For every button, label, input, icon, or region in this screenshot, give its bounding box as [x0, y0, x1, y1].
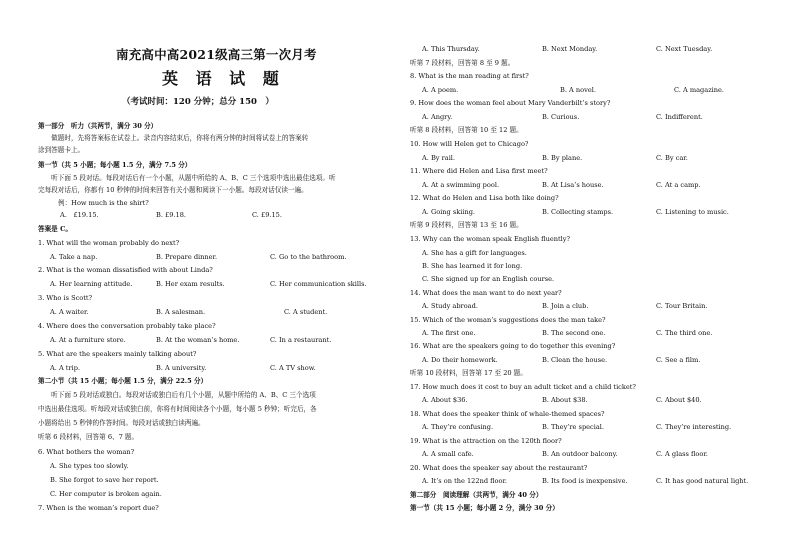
q13-option-b: B. She has learned it for long.: [422, 262, 523, 270]
q4-option-c: C. In a restaurant.: [270, 336, 332, 344]
question-10: 10. How will Helen get to Chicago?: [410, 140, 529, 148]
q10-option-a: A. By rail.: [422, 154, 456, 162]
q4-option-a: A. At a furniture store.: [50, 336, 126, 344]
material6-heading: 听第 6 段材料，回答第 6、7 题。: [38, 433, 139, 441]
q3-option-b: B. A salesman.: [156, 308, 206, 316]
q20-option-b: B. Its food is inexpensive.: [542, 477, 628, 485]
q8-option-b: B. A novel.: [560, 86, 596, 94]
section1-intro-line1: 听下面 5 段对话。每段对话后有一个小题，从题中所给的 A、B、C 三个选项中选出最佳选项。听: [38, 174, 336, 182]
q11-option-a: A. At a swimming pool.: [422, 181, 500, 189]
example-option-c: C. £9.15.: [252, 211, 282, 219]
q19-option-c: C. A glass floor.: [656, 450, 708, 458]
q16-option-c: C. See a film.: [656, 356, 701, 364]
q4-option-b: B. At the woman’s home.: [156, 336, 240, 344]
q3-option-c: C. A student.: [284, 308, 328, 316]
question-6: 6. What bothers the woman?: [38, 448, 135, 456]
q9-option-a: A. Angry.: [422, 113, 453, 121]
section2-heading: 第二小节（共 15 小题；每小题 1.5 分，满分 22.5 分）: [38, 377, 208, 385]
q20-option-a: A. It’s on the 122nd floor.: [422, 477, 508, 485]
part1-heading: 第一部分 听力（共两节，满分 30 分）: [38, 122, 158, 130]
q16-option-a: A. Do their homework.: [422, 356, 498, 364]
example-answer: 答案是 C。: [38, 225, 72, 233]
material7-heading: 听第 7 段材料，回答第 8 至 9 题。: [410, 59, 515, 67]
q19-option-a: A. A small cafe.: [422, 450, 474, 458]
section1-heading: 第一节（共 5 小题；每小题 1.5 分，满分 7.5 分）: [38, 161, 192, 169]
question-1: 1. What will the woman probably do next?: [38, 239, 180, 247]
q9-option-c: C. Indifferent.: [656, 113, 703, 121]
q11-option-b: B. At Lisa’s house.: [542, 181, 604, 189]
q5-option-c: C. A TV show.: [270, 364, 316, 372]
q1-option-b: B. Prepare dinner.: [156, 253, 218, 261]
q18-option-a: A. They’re confusing.: [422, 423, 494, 431]
q6-option-c: C. Her computer is broken again.: [50, 490, 162, 498]
q13-option-c: C. She signed up for an English course.: [422, 275, 555, 283]
question-2: 2. What is the woman dissatisfied with about Linda?: [38, 266, 213, 274]
q14-option-c: C. Tour Britain.: [656, 302, 708, 310]
q2-option-a: A. Her learning attitude.: [50, 280, 133, 288]
q7-option-b: B. Next Monday.: [542, 45, 598, 53]
example-option-a: A. £19.15.: [60, 211, 99, 219]
q10-option-b: B. By plane.: [542, 154, 583, 162]
q7-option-a: A. This Thursday.: [422, 45, 480, 53]
question-20: 20. What does the speaker say about the restaurant?: [410, 464, 588, 472]
question-15: 15. Which of the woman’s suggestions does the man take?: [410, 316, 606, 324]
question-12: 12. What do Helen and Lisa both like doing?: [410, 194, 559, 202]
q10-option-c: C. By car.: [656, 154, 688, 162]
q6-option-a: A. She types too slowly.: [50, 462, 129, 470]
question-14: 14. What does the man want to do next year?: [410, 289, 562, 297]
q18-option-b: B. They’re special.: [542, 423, 604, 431]
q5-option-a: A. A trip.: [50, 364, 81, 372]
question-9: 9. How does the woman feel about Mary Vanderbilt’s story?: [410, 99, 611, 107]
q11-option-c: C. At a camp.: [656, 181, 701, 189]
q2-option-c: C. Her communication skills.: [270, 280, 367, 288]
exam-info: （考试时间：120 分钟；总分 150 ）: [122, 97, 274, 107]
part2-heading: 第二部分 阅读理解（共两节，满分 40 分）: [410, 491, 543, 499]
material10-heading: 听第 10 段材料，回答第 17 至 20 题。: [410, 369, 527, 377]
q17-option-c: C. About $40.: [656, 396, 702, 404]
q6-option-b: B. She forgot to save her report.: [50, 476, 159, 484]
q17-option-a: A. About $36.: [422, 396, 468, 404]
q5-option-b: B. A university.: [156, 364, 207, 372]
question-11: 11. Where did Helen and Lisa first meet?: [410, 167, 548, 175]
question-17: 17. How much does it cost to buy an adult ticket and a child ticket?: [410, 383, 636, 391]
question-5: 5. What are the speakers mainly talking about?: [38, 350, 197, 358]
q15-option-a: A. The first one.: [422, 329, 476, 337]
question-18: 18. What does the speaker think of whale-themed spaces?: [410, 410, 605, 418]
q17-option-b: B. About $38.: [542, 396, 588, 404]
question-16: 16. What are the speakers going to do together this evening?: [410, 342, 616, 350]
question-13: 13. Why can the woman speak English fluently?: [410, 235, 570, 243]
part1-intro-line2: 涂到答题卡上。: [38, 146, 85, 154]
q14-option-a: A. Study abroad.: [422, 302, 478, 310]
example-question: 例：How much is the shirt?: [58, 199, 149, 207]
q9-option-b: B. Curious.: [542, 113, 580, 121]
example-option-b: B. £9.18.: [156, 211, 187, 219]
school-title: 南充高中高2021级高三第一次月考: [116, 47, 317, 62]
q13-option-a: A. She has a gift for languages.: [422, 249, 527, 257]
question-7: 7. When is the woman’s report due?: [38, 504, 159, 512]
q15-option-c: C. The third one.: [656, 329, 713, 337]
q12-option-a: A. Going skiing.: [422, 208, 476, 216]
q15-option-b: B. The second one.: [542, 329, 606, 337]
material8-heading: 听第 8 段材料，回答第 10 至 12 题。: [410, 126, 523, 134]
q12-option-c: C. Listening to music.: [656, 208, 729, 216]
q20-option-c: C. It has good natural light.: [656, 477, 749, 485]
section2-intro-line2: 中选出最佳选项。听每段对话或独白前，你将有时间阅读各个小题，每小题 5 秒钟；听完后，各: [38, 405, 317, 413]
material9-heading: 听第 9 段材料，回答第 13 至 16 题。: [410, 221, 523, 229]
q19-option-b: B. An outdoor balcony.: [542, 450, 618, 458]
section1-intro-line2: 完每段对话后，你都有 10 秒钟的时间来回答有关小题和阅读下一小题。每段对话仅读一遍。: [38, 186, 308, 194]
question-4: 4. Where does the conversation probably take place?: [38, 322, 216, 330]
q7-option-c: C. Next Tuesday.: [656, 45, 713, 53]
part1-intro-line1: 做题时，先将答案标在试卷上。录音内容结束后，你将有两分钟的时间将试卷上的答案转: [38, 134, 309, 142]
q8-option-c: C. A magazine.: [674, 86, 725, 94]
q12-option-b: B. Collecting stamps.: [542, 208, 614, 216]
q2-option-b: B. Her exam results.: [156, 280, 225, 288]
question-3: 3. Who is Scott?: [38, 294, 93, 302]
section2-intro-line1: 听下面 5 段对话或独白。每段对话或独白后有几个小题，从题中所给的 A、B、C 三个选项: [38, 391, 316, 399]
part2-section1-heading: 第一节（共 15 小题；每小题 2 分，满分 30 分）: [410, 504, 559, 512]
q18-option-c: C. They’re interesting.: [656, 423, 732, 431]
section2-intro-line3: 小题将给出 5 秒钟的作答时间。每段对话或独白读两遍。: [38, 419, 205, 427]
question-19: 19. What is the attraction on the 120th floor?: [410, 437, 562, 445]
question-8: 8. What is the man reading at first?: [410, 72, 529, 80]
q16-option-b: B. Clean the house.: [542, 356, 608, 364]
q1-option-a: A. Take a nap.: [50, 253, 98, 261]
q1-option-c: C. Go to the bathroom.: [270, 253, 347, 261]
q3-option-a: A. A waiter.: [50, 308, 89, 316]
q8-option-a: A. A poem.: [422, 86, 459, 94]
subject-title: 英 语 试 题: [162, 69, 285, 88]
q14-option-b: B. Join a club.: [542, 302, 589, 310]
